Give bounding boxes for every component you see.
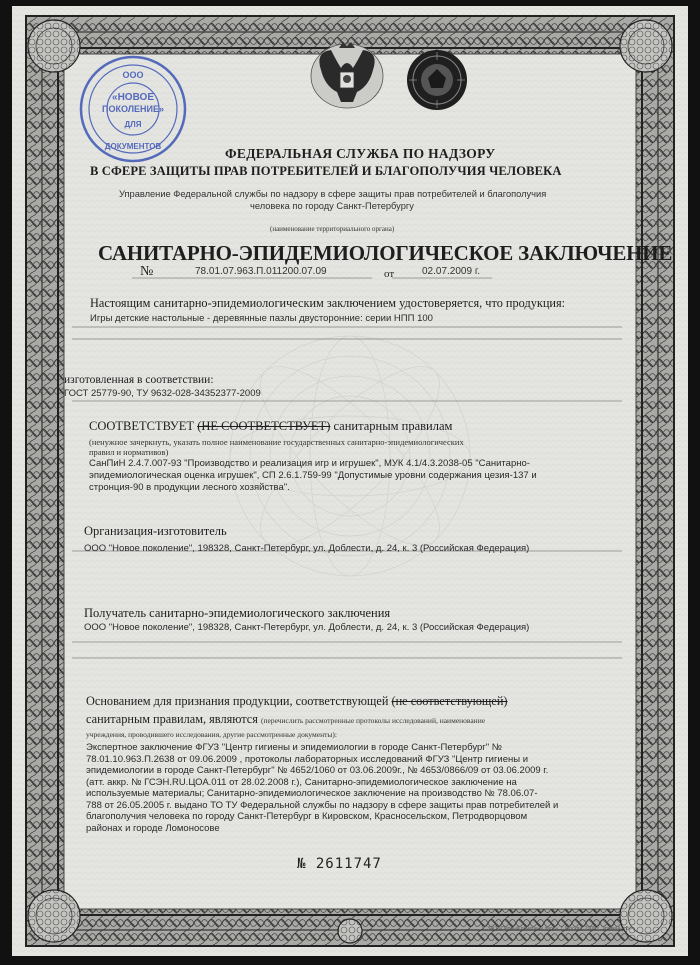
recipient-value: ООО "Новое поколение", 198328, Санкт-Петербург, ул. Доблести, д. 24, к. 3 (Российская Федерация): [84, 622, 530, 633]
document-date: 02.07.2009 г.: [422, 266, 481, 277]
stamp-ring-bottom: ДОКУМЕНТОВ: [104, 142, 162, 151]
basis-line-2: [86, 712, 485, 727]
stamp-line-1: «НОВОЕ: [112, 92, 154, 103]
product-intro: Настоящим санитарно-эпидемиологическим заключением удостоверяется, что продукция:: [90, 296, 566, 310]
basis-value-line: используемые материалы; Санитарно-эпидемиологическое заключение на производство № 78.06.07-: [86, 788, 538, 799]
basis-value-line: благополучия человека по городу Санкт-Петербург в Кировском, Красносельском, Петродворцовом: [86, 811, 528, 822]
product-value: Игры детские настольные - деревянные пазлы двусторонние: серии НПП 100: [90, 313, 433, 324]
basis-value-line: 78.01.10.963.П.2638 от 09.06.2009 , протоколы лабораторных исследований ФГУЗ "Центр гигиены и: [86, 753, 529, 765]
territorial-office-line-1: Управление Федеральной службы по надзору в сфере защиты прав потребителей и благополучия: [119, 189, 547, 199]
document-number: 78.01.07.963.П.011200.07.09: [195, 266, 327, 277]
basis-value: [86, 742, 558, 834]
compliance-heading: [89, 419, 452, 434]
form-serial-number: № 2611747: [297, 856, 382, 872]
compliance-note-line-2: правил и нормативов): [89, 447, 169, 457]
rospotrebnadzor-seal-icon: [407, 50, 467, 110]
territorial-office-caption: (наименование территориального органа): [270, 225, 395, 233]
basis-note-inline: (перечислить рассмотренные протоколы исследований, наименование: [261, 716, 486, 725]
recipient-label: Получатель санитарно-эпидемиологического заключения: [84, 606, 391, 620]
manufactured-label: изготовленная в соответствии:: [64, 374, 214, 386]
basis-value-line: районах и городе Ломоносове: [86, 822, 220, 834]
document-title: САНИТАРНО-ЭПИДЕМИОЛОГИЧЕСКОЕ ЗАКЛЮЧЕНИЕ: [98, 241, 673, 265]
basis-line-1-text: Основанием для признания продукции, соответствующей: [86, 694, 389, 708]
manufactured-value: ГОСТ 25779-90, ТУ 9632-028-34352377-2009: [64, 388, 261, 399]
compliance-note-line-1: (ненужное зачеркнуть, указать полное наименование государственных санитарно-эпидемиологических: [89, 437, 464, 447]
printer-imprint: С ЗАО «Первый печатный двор», г. Москва, 2008 г., уровень «В»: [482, 926, 632, 932]
compliance-status-struck: (НЕ СООТВЕТСТВУЕТ): [197, 419, 331, 433]
compliance-value-line-1: СанПиН 2.4.7.007-93 "Производство и реализация игр и игрушек", МУК 4.1/4.3.2038-05 "Санитарно-: [89, 458, 530, 469]
compliance-status: СООТВЕТСТВУЕТ: [89, 419, 195, 433]
basis-value-line: (атт. аккр. № ГСЭН.RU.ЦОА.011 от 28.02.2008 г.), Санитарно-эпидемиологическое заключение на: [86, 776, 517, 788]
certificate-sheet: [12, 6, 688, 956]
compliance-value-line-3: стронция-90 в продукции лесного хозяйства".: [89, 482, 290, 493]
basis-line-1-struck: (не соответствующей): [391, 694, 508, 708]
number-label: №: [140, 264, 154, 279]
stamp-line-3: ДЛЯ: [124, 120, 142, 129]
basis-note-line-2: учреждения, проводившего исследования, другие рассмотренные документы):: [86, 730, 337, 739]
basis-value-line: эпидемиологии в городе Санкт-Петербург" № 4652/1060 от 03.06.2009г., № 4653/0866/09 от 03.06.2009 г.: [86, 765, 549, 776]
basis-line-1: [86, 694, 508, 709]
compliance-value-line-2: эпидемиологическая оценка игрушек", СП 2.6.1.759-99 "Допустимые уровни содержания цезия-137 и: [89, 470, 537, 481]
territorial-office-line-2: человека по городу Санкт-Петербургу: [250, 201, 414, 211]
manufacturer-label: Организация-изготовитель: [84, 524, 227, 538]
manufacturer-value: ООО "Новое поколение", 198328, Санкт-Петербург, ул. Доблести, д. 24, к. 3 (Российская Федерация): [84, 543, 530, 554]
compliance-suffix: санитарным правилам: [333, 419, 453, 433]
stamp-line-2: ПОКОЛЕНИЕ»: [101, 104, 165, 114]
basis-value-line: Экспертное заключение ФГУЗ "Центр гигиены и эпидемиологии в городе Санкт-Петербург" №: [86, 742, 502, 753]
stamp-ring-top: ООО: [122, 70, 144, 80]
basis-line-2-text: санитарным правилам, являются: [86, 712, 258, 726]
agency-line-1: ФЕДЕРАЛЬНАЯ СЛУЖБА ПО НАДЗОРУ: [225, 146, 496, 161]
agency-line-2: В СФЕРЕ ЗАЩИТЫ ПРАВ ПОТРЕБИТЕЛЕЙ И БЛАГОПОЛУЧИЯ ЧЕЛОВЕКА: [90, 164, 562, 178]
date-label: от: [384, 268, 395, 280]
basis-value-line: 788 от 26.05.2005 г. выдано ТО ТУ Федеральной службы по надзору в сфере защиты прав потребителей и: [86, 799, 559, 811]
